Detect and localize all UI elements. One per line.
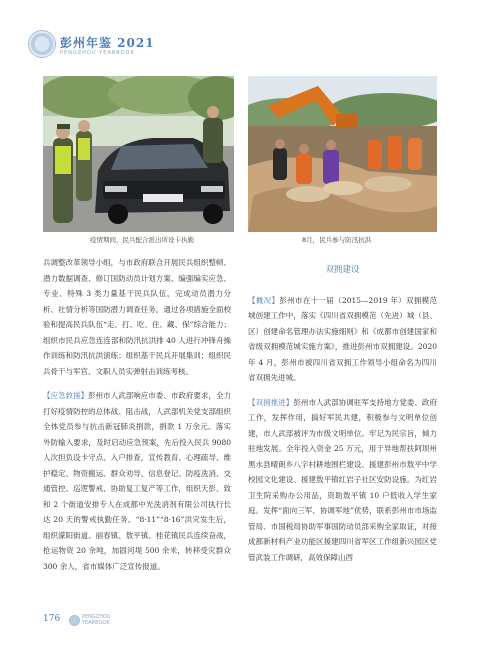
section-tag-emergency: 【应急救援】 [43, 391, 89, 400]
photo-checkpoint [43, 76, 234, 232]
page-footer [43, 612, 243, 628]
section-tag-overview: 【概况】 [248, 295, 280, 305]
photo-flood-relief [248, 76, 437, 232]
footer-brand [82, 614, 111, 626]
footer-brand-line1: PENGZHOU [82, 614, 111, 620]
section-title-double-support: 双拥建设 [325, 265, 360, 275]
section-tag-promotion: 【双拥推进】 [248, 397, 294, 407]
footer-brand-line2: YEARBOOK [82, 620, 110, 626]
photo-caption-left: 疫情期间，民兵配合派出所设卡执勤 [90, 236, 194, 244]
yearbook-title: 彭州年鉴 2021 [60, 36, 155, 50]
photo-caption-right: 8月，民兵参与防汛抗洪 [302, 236, 372, 244]
left-column [43, 255, 231, 583]
page-header [26, 28, 326, 68]
footer-emblem-icon [69, 615, 80, 626]
yearbook-emblem-icon [28, 30, 56, 58]
paragraph-militia-reform: 兵调整改革领导小组，与市政府联合开展民兵组织整顿、潜力数据调查、修订国防动员计划方案、编强编实应急、专业、特殊 3 类力量基干民兵队伍，完成动员潜力分析、社情分析等国防潜力调查任务。通过各项措施全面校验和提高民兵队伍“走、打、吃、住、藏、保”综合能力；组织市民兵应急连连部和防汛抗洪排 40 人进行冲锋舟操作训练和防汛抗洪演练；组织基干民兵开展集训；组织民兵骨干与军官、文职人员实弹射击训练考核。 [43, 258, 231, 376]
paragraph-overview-text: 彭州市在十一届（2015—2019 年）双拥模范城创建工作中，落实《四川省双拥模范（先进）城（县、区）创建命名管理办法实施细则》和《成都市创建国家和省级双拥模范城实施方案》，推进彭州市双拥建设。2020 年 4 月，彭州市被四川省双拥工作领导小组命名为四川省双拥先进城。 [248, 295, 438, 382]
paragraph-emergency-text: 彭州市人武部响应市委、市政府要求，全力打好疫情防控的总体战、阻击战，人武部机关党支部组织全体党员参与抗击新冠肺炎捐款，捐款 1 万余元。落实外防输入要求，及时启动应急预案，先后投入民兵 9080 人次担负设卡守点、入户排查，宣传教育、心理疏导、维护稳定、物资搬运、群众劝导、信息登记、防疫洗消、交通管控、巡逻警戒、协助复工复产等工作，组织天彭、致和 2 个街道安排专人在成都中光洗消剂有限公司执行长达 20 天的警戒执勤任务。“8·11”“8·16”洪灾发生后，组织濛阳街道、丽春镇、敖平镇、桂花镇民兵连续奋战，抢运物资 20 余吨，加固河堤 500 余米，转移受灾群众 300 余人，省市媒体广泛宣传报道。 [43, 391, 231, 571]
page-number: 176 [43, 614, 61, 624]
right-column [248, 255, 437, 574]
paragraph-emergency-rescue [43, 388, 231, 574]
paragraph-promotion [248, 395, 437, 566]
paragraph-promotion-text: 彭州市人武部协调驻军支持地方党委、政府工作，发挥作用，搞好军民共建，积极参与文明单位创建，市人武部被评为市级文明单位。牢记为民宗旨，倾力驻地发展。全年投入资金 25 万元，用于异地帮扶阿坝州黑水县晴朗乡八字村耕地围栏建设、援建彭州市敖平中学校园文化建设、援建敖平镇红岩子社区安防设施。为红岩卫生院采购办公用品，资助敖平镇 10 户低收入学生家庭。发挥“面向三军、协调军地”优势，联系彭州市市场监管局、市国税局协助军事国防动员部采购全家取证，对接成都新材料产业功能区援建四川省军区工作组新兴园区党管武装工作调研，高效保障山西 [248, 397, 437, 562]
yearbook-subtitle: PENGZHOU YEARBOOK [60, 50, 135, 56]
paragraph-overview [248, 293, 437, 386]
